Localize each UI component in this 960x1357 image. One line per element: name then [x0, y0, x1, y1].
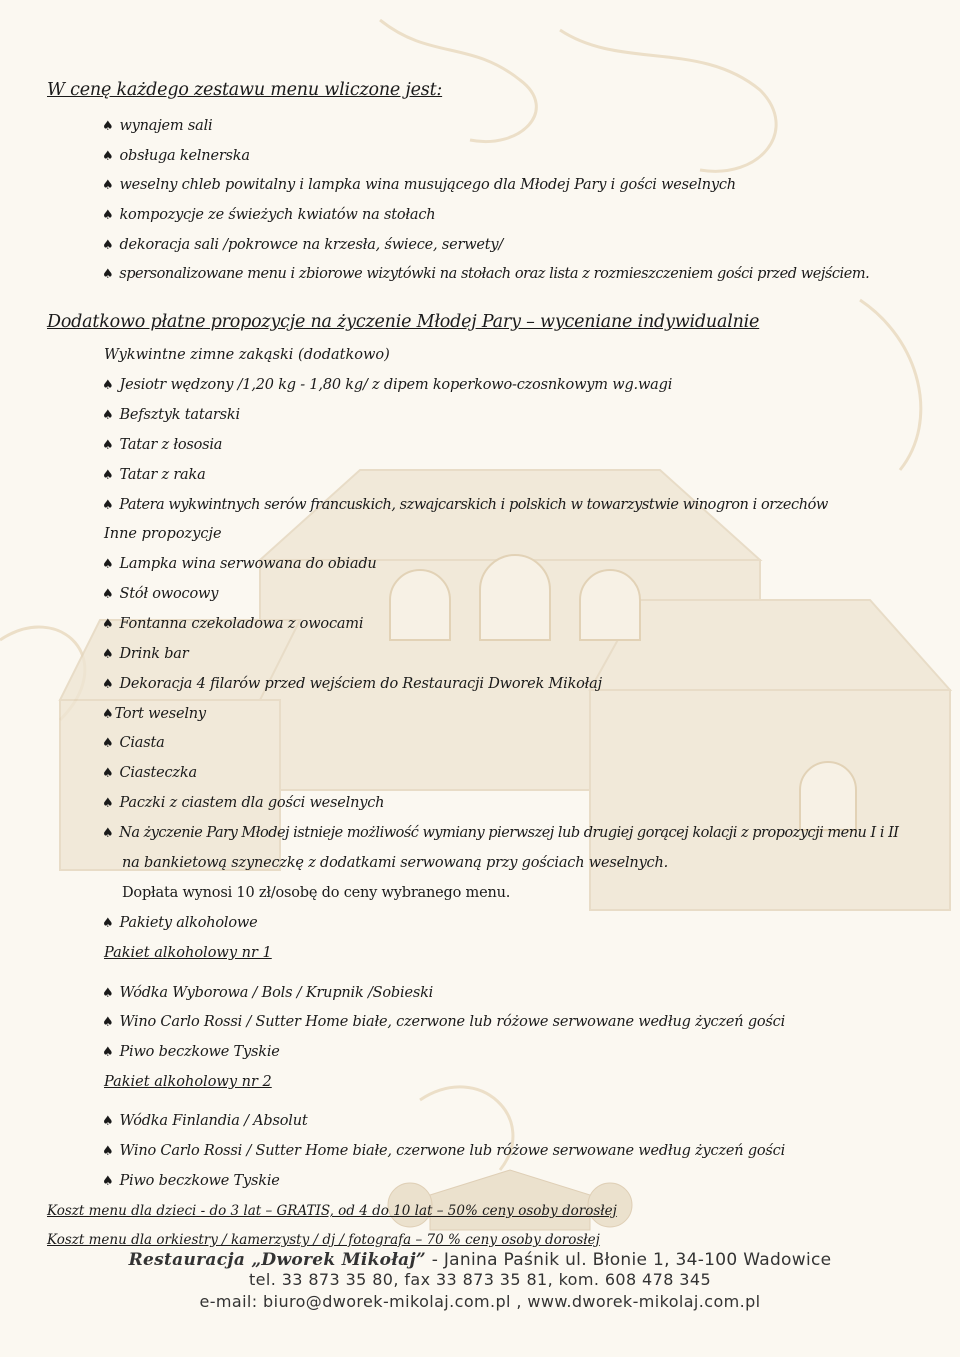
list-item: ♠ Drink bar: [102, 646, 189, 662]
spade-icon: ♠: [102, 238, 114, 253]
list-item: ♠ weselny chleb powitalny i lampka wina musującego dla Młodej Pary i gości weselnych: [102, 177, 736, 193]
list-item: ♠ wynajem sali: [102, 118, 213, 134]
spade-icon: ♠: [102, 736, 114, 751]
restaurant-address: [0, 1250, 960, 1270]
spade-icon: ♠: [102, 498, 114, 513]
list-item: ♠ Jesiotr wędzony /1,20 kg - 1,80 kg/ z dipem koperkowo-czosnkowym wg.wagi: [102, 377, 673, 393]
list-item: ♠ Paczki z ciastem dla gości weselnych: [102, 795, 385, 811]
restaurant-name: Restauracja „Dworek Mikołaj”: [128, 1250, 427, 1270]
spade-icon: ♠: [102, 707, 114, 722]
spade-icon: ♠: [102, 149, 114, 164]
surcharge-note: Dopłata wynosi 10 zł/osobę do ceny wybranego menu.: [122, 885, 511, 901]
spade-icon: ♠: [102, 1045, 114, 1060]
list-item: ♠ Piwo beczkowe Tyskie: [102, 1044, 280, 1060]
spade-icon: ♠: [102, 796, 114, 811]
spade-icon: ♠: [102, 1174, 114, 1189]
spade-icon: ♠: [102, 557, 114, 572]
cold-appetizers-title: Wykwintne zimne zakąski (dodatkowo): [104, 347, 390, 363]
list-item: ♠ Stół owocowy: [102, 586, 219, 602]
list-item: ♠ Fontanna czekoladowa z owocami: [102, 616, 364, 632]
spade-icon: ♠: [102, 1114, 114, 1129]
list-item: ♠ Befsztyk tatarski: [102, 407, 240, 423]
list-item: ♠ Patera wykwintnych serów francuskich, szwajcarskich i polskich w towarzystwie winogron i orzechów: [102, 497, 828, 513]
list-item: ♠ Na życzenie Pary Młodej istnieje możliwość wymiany pierwszej lub drugiej gorącej kolacji z propozycji menu I i II: [102, 825, 899, 841]
list-item: ♠ Wino Carlo Rossi / Sutter Home białe, czerwone lub różowe serwowane według życzeń gości: [102, 1143, 786, 1159]
spade-icon: ♠: [102, 438, 114, 453]
list-item: ♠ Tatar z łososia: [102, 437, 223, 453]
list-item: ♠ Dekoracja 4 filarów przed wejściem do Restauracji Dworek Mikołaj: [102, 676, 602, 692]
list-item: ♠ Pakiety alkoholowe: [102, 915, 258, 931]
spade-icon: ♠: [102, 677, 114, 692]
extras-title: Dodatkowo płatne propozycje na życzenie Młodej Pary – wyceniane indywidualnie: [47, 312, 760, 332]
package2-title: Pakiet alkoholowy nr 2: [104, 1074, 272, 1090]
list-item: ♠ spersonalizowane menu i zbiorowe wizytówki na stołach oraz lista z rozmieszczeniem gości przed wejściem.: [102, 266, 870, 282]
list-item: ♠ Tatar z raka: [102, 467, 206, 483]
spade-icon: ♠: [102, 766, 114, 781]
list-item: ♠ Wino Carlo Rossi / Sutter Home białe, czerwone lub różowe serwowane według życzeń gości: [102, 1014, 786, 1030]
address: - Janina Paśnik ul. Błonie 1, 34-100 Wadowice: [431, 1250, 832, 1270]
spade-icon: ♠: [102, 378, 114, 393]
spade-icon: ♠: [102, 1144, 114, 1159]
spade-icon: ♠: [102, 267, 114, 282]
other-proposals-title: Inne propozycje: [104, 526, 222, 542]
spade-icon: ♠: [102, 916, 114, 931]
spade-icon: ♠: [102, 617, 114, 632]
package1-title: Pakiet alkoholowy nr 1: [104, 945, 272, 961]
list-item: ♠ Lampka wina serwowana do obiadu: [102, 556, 377, 572]
spade-icon: ♠: [102, 408, 114, 423]
spade-icon: ♠: [102, 468, 114, 483]
spade-icon: ♠: [102, 986, 114, 1001]
spade-icon: ♠: [102, 119, 114, 134]
spade-icon: ♠: [102, 178, 114, 193]
spade-icon: ♠: [102, 826, 114, 841]
spade-icon: ♠: [102, 1015, 114, 1030]
list-item: ♠ Wódka Finlandia / Absolut: [102, 1113, 308, 1129]
swap-note-line: na bankietową szyneczkę z dodatkami serwowaną przy gościach weselnych.: [122, 855, 669, 871]
list-item: ♠ Ciasteczka: [102, 765, 197, 781]
phone-numbers: tel. 33 873 35 80, fax 33 873 35 81, kom. 608 478 345: [248, 1270, 712, 1289]
spade-icon: ♠: [102, 647, 114, 662]
list-item: ♠ kompozycje ze świeżych kwiatów na stołach: [102, 207, 436, 223]
list-item: ♠ obsługa kelnerska: [102, 148, 250, 164]
children-price-note: Koszt menu dla dzieci - do 3 lat – GRATIS, od 4 do 10 lat – 50% ceny osoby dorosłej: [47, 1203, 617, 1219]
spade-icon: ♠: [102, 208, 114, 223]
included-title: W cenę każdego zestawu menu wliczone jest:: [47, 80, 443, 100]
list-item: ♠ dekoracja sali /pokrowce na krzesła, świece, serwety/: [102, 237, 504, 253]
crew-price-note: Koszt menu dla orkiestry / kamerzysty / dj / fotografa – 70 % ceny osoby dorosłej: [47, 1232, 600, 1248]
list-item: ♠ Wódka Wyborowa / Bols / Krupnik /Sobieski: [102, 985, 434, 1001]
list-item: ♠ Piwo beczkowe Tyskie: [102, 1173, 280, 1189]
list-item: ♠Tort weselny: [102, 706, 206, 722]
contact-info: e-mail: biuro@dworek-mikolaj.com.pl , www.dworek-mikolaj.com.pl: [199, 1292, 761, 1311]
spade-icon: ♠: [102, 587, 114, 602]
list-item: ♠ Ciasta: [102, 735, 165, 751]
